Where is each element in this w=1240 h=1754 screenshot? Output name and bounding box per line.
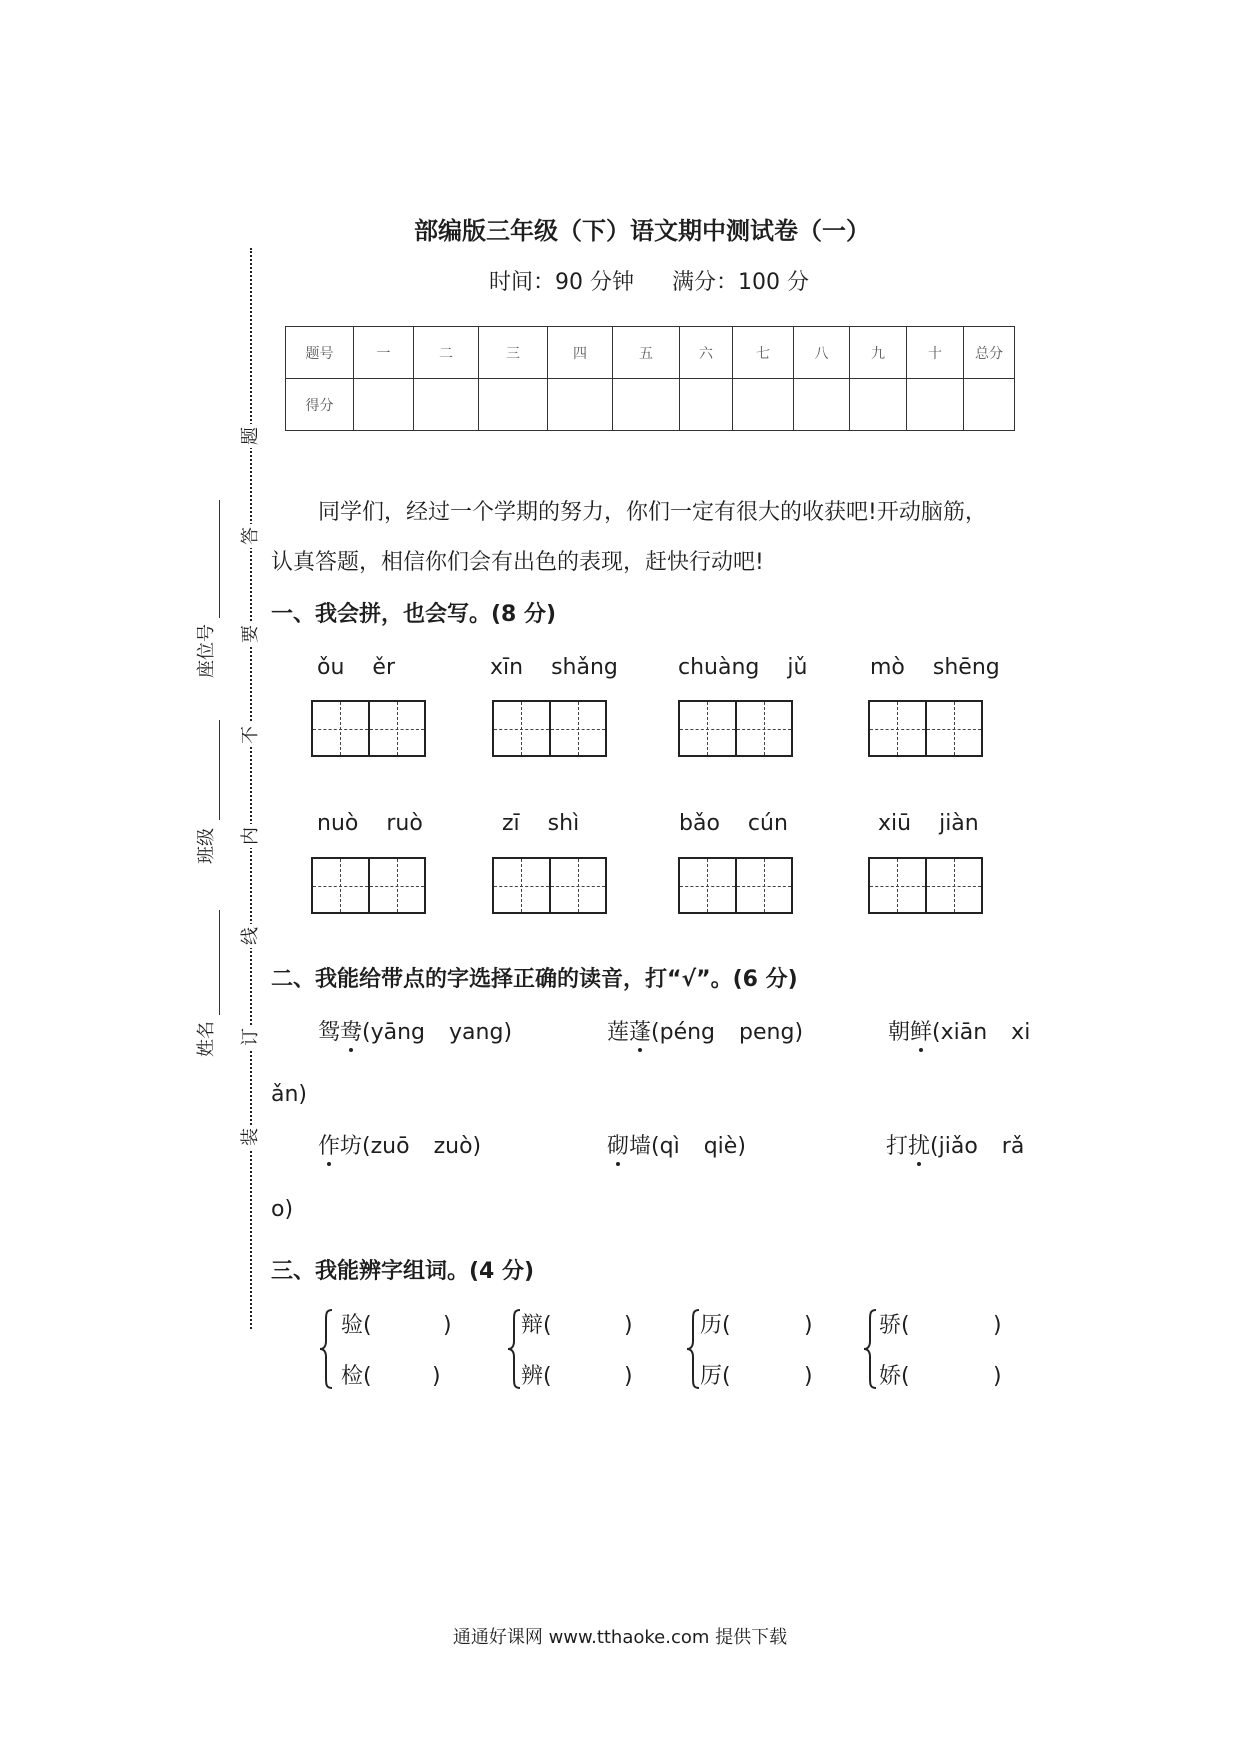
section-1-heading: 一、我会拼，也会写。(8 分) bbox=[271, 602, 557, 627]
question-number-cell: 八 bbox=[794, 327, 850, 379]
writing-grid bbox=[678, 700, 793, 757]
writing-cell bbox=[549, 859, 606, 912]
reading-item bbox=[607, 1133, 746, 1161]
pinyin-word bbox=[484, 654, 618, 682]
table-row-label: 题号 bbox=[286, 327, 354, 379]
word-pair-top: 辩( bbox=[521, 1313, 552, 1338]
class-label: 班级 bbox=[196, 828, 217, 864]
binding-notice-char: 题 bbox=[239, 424, 263, 448]
footer-source: 通通好课网 www.tthaoke.com 提供下载 bbox=[452, 1627, 788, 1648]
intro-line: 同学们，经过一个学期的努力，你们一定有很大的收获吧!开动脑筋， bbox=[318, 500, 987, 525]
left-brace-icon bbox=[685, 1308, 701, 1390]
reading-option-b: zuò) bbox=[433, 1134, 482, 1159]
name-label: 姓名 bbox=[196, 1021, 217, 1057]
class-underline bbox=[219, 720, 220, 820]
pinyin-syllable: shì bbox=[547, 811, 580, 836]
writing-grid bbox=[492, 857, 607, 914]
word-pair-bottom: 检( bbox=[341, 1364, 372, 1389]
seat-number-label: 座位号 bbox=[196, 624, 217, 678]
close-paren: ) bbox=[443, 1313, 452, 1338]
section-3-heading: 三、我能辨字组词。(4 分) bbox=[271, 1259, 535, 1284]
writing-cell bbox=[494, 702, 549, 755]
word-pair-top: 验( bbox=[341, 1313, 372, 1338]
question-number-cell: 五 bbox=[613, 327, 680, 379]
name-underline bbox=[219, 910, 220, 1015]
writing-cell bbox=[549, 702, 606, 755]
close-paren: ) bbox=[804, 1364, 813, 1389]
writing-cell bbox=[313, 859, 368, 912]
question-number-cell: 一 bbox=[354, 327, 414, 379]
pinyin-syllable: shǎng bbox=[551, 655, 618, 680]
word-char: 打 bbox=[886, 1134, 909, 1159]
writing-cell bbox=[368, 859, 425, 912]
writing-cell bbox=[870, 702, 925, 755]
word-char: 鲜 bbox=[910, 1020, 933, 1045]
reading-option-a: (jiǎo bbox=[930, 1134, 978, 1159]
word-pair-bottom: 厉( bbox=[700, 1364, 731, 1389]
pinyin-syllable: ǒu bbox=[317, 655, 345, 680]
binding-dotted-line bbox=[250, 248, 252, 1329]
writing-cell bbox=[368, 702, 425, 755]
score-cell bbox=[354, 379, 414, 431]
total-score-cell bbox=[964, 379, 1015, 431]
pinyin-word bbox=[673, 810, 788, 838]
reading-option-b: peng) bbox=[739, 1020, 804, 1045]
seat-number-underline bbox=[219, 500, 220, 618]
pinyin-word bbox=[672, 654, 807, 682]
reading-item bbox=[318, 1019, 512, 1047]
pinyin-syllable: nuò bbox=[317, 811, 359, 836]
table-row-question-numbers bbox=[286, 327, 1015, 379]
left-brace-icon bbox=[318, 1308, 334, 1390]
reading-option-a: (péng bbox=[651, 1020, 716, 1045]
reading-option-b: qiè) bbox=[703, 1134, 746, 1159]
exam-meta bbox=[489, 269, 809, 297]
score-cell bbox=[907, 379, 964, 431]
score-table bbox=[285, 326, 1015, 431]
pinyin-syllable: cún bbox=[747, 811, 788, 836]
pinyin-word bbox=[311, 810, 423, 838]
score-cell bbox=[548, 379, 613, 431]
wrapped-text: ǎn) bbox=[271, 1082, 308, 1107]
time-info: 时间：90 分钟 bbox=[489, 270, 634, 295]
word-char: 朝 bbox=[888, 1020, 911, 1045]
writing-cell bbox=[680, 702, 735, 755]
pinyin-syllable: bǎo bbox=[679, 811, 720, 836]
binding-notice-char: 不 bbox=[239, 723, 263, 747]
pinyin-syllable: jiàn bbox=[939, 811, 979, 836]
question-number-cell: 十 bbox=[907, 327, 964, 379]
table-row-scores bbox=[286, 379, 1015, 431]
pinyin-syllable: chuàng bbox=[678, 655, 760, 680]
reading-item bbox=[888, 1019, 1030, 1047]
binding-notice-char: 内 bbox=[239, 824, 263, 848]
binding-notice-char: 装 bbox=[239, 1125, 263, 1149]
pinyin-syllable: shēng bbox=[932, 655, 1000, 680]
pinyin-syllable: zī bbox=[502, 811, 520, 836]
score-cell bbox=[794, 379, 850, 431]
word-pair-bottom: 辨( bbox=[521, 1364, 552, 1389]
question-number-cell: 三 bbox=[479, 327, 548, 379]
question-number-cell: 七 bbox=[733, 327, 794, 379]
writing-cell bbox=[680, 859, 735, 912]
word-pair-top: 历( bbox=[700, 1313, 731, 1338]
writing-cell bbox=[870, 859, 925, 912]
reading-option-a: (yāng bbox=[362, 1020, 426, 1045]
writing-cell bbox=[735, 859, 792, 912]
left-brace-icon bbox=[862, 1308, 878, 1390]
writing-cell bbox=[925, 859, 982, 912]
score-cell bbox=[479, 379, 548, 431]
binding-notice-char: 要 bbox=[239, 622, 263, 646]
reading-option-b: xi bbox=[1011, 1020, 1031, 1045]
pinyin-word bbox=[872, 810, 979, 838]
binding-notice-char: 答 bbox=[239, 524, 263, 548]
writing-cell bbox=[735, 702, 792, 755]
word-char: 莲 bbox=[607, 1020, 630, 1045]
pinyin-word bbox=[311, 654, 395, 682]
full-score-info: 满分：100 分 bbox=[672, 270, 809, 295]
section-2-heading: 二、我能给带点的字选择正确的读音，打“√”。(6 分) bbox=[271, 967, 798, 992]
pinyin-syllable: ěr bbox=[372, 655, 395, 680]
word-char: 坊 bbox=[340, 1134, 363, 1159]
left-brace-icon bbox=[506, 1308, 522, 1390]
word-char: 鸳 bbox=[318, 1020, 341, 1045]
close-paren: ) bbox=[432, 1364, 441, 1389]
score-cell bbox=[680, 379, 733, 431]
close-paren: ) bbox=[624, 1364, 633, 1389]
pinyin-syllable: jǔ bbox=[787, 655, 808, 680]
writing-cell bbox=[494, 859, 549, 912]
writing-cell bbox=[925, 702, 982, 755]
word-char: 扰 bbox=[908, 1134, 931, 1159]
total-score-header: 总分 bbox=[964, 327, 1015, 379]
writing-grid bbox=[868, 700, 983, 757]
wrapped-text: o) bbox=[271, 1197, 294, 1222]
word-char: 墙 bbox=[629, 1134, 652, 1159]
writing-grid bbox=[678, 857, 793, 914]
score-cell bbox=[613, 379, 680, 431]
reading-option-a: (xiān bbox=[932, 1020, 988, 1045]
pinyin-syllable: ruò bbox=[386, 811, 423, 836]
reading-option-a: (zuō bbox=[362, 1134, 410, 1159]
question-number-cell: 四 bbox=[548, 327, 613, 379]
close-paren: ) bbox=[993, 1364, 1002, 1389]
question-number-cell: 六 bbox=[680, 327, 733, 379]
pinyin-syllable: xiū bbox=[878, 811, 912, 836]
reading-item bbox=[318, 1133, 481, 1161]
pinyin-word bbox=[496, 810, 579, 838]
score-cell bbox=[414, 379, 479, 431]
word-char: 砌 bbox=[607, 1134, 630, 1159]
close-paren: ) bbox=[804, 1313, 813, 1338]
reading-item bbox=[886, 1133, 1024, 1161]
reading-option-a: (qì bbox=[651, 1134, 680, 1159]
word-char: 作 bbox=[318, 1134, 341, 1159]
reading-option-b: yang) bbox=[449, 1020, 513, 1045]
intro-line: 认真答题，相信你们会有出色的表现，赶快行动吧! bbox=[271, 550, 764, 575]
score-cell bbox=[733, 379, 794, 431]
word-pair-top: 骄( bbox=[879, 1313, 910, 1338]
close-paren: ) bbox=[624, 1313, 633, 1338]
writing-grid bbox=[311, 700, 426, 757]
table-row-label: 得分 bbox=[286, 379, 354, 431]
binding-notice-char: 订 bbox=[239, 1025, 263, 1049]
score-cell bbox=[850, 379, 907, 431]
writing-grid bbox=[311, 857, 426, 914]
binding-notice-char: 线 bbox=[239, 924, 263, 948]
writing-cell bbox=[313, 702, 368, 755]
reading-option-b: rǎ bbox=[1001, 1134, 1025, 1159]
word-pair-bottom: 娇( bbox=[879, 1364, 910, 1389]
reading-item bbox=[607, 1019, 803, 1047]
exam-title: 部编版三年级（下）语文期中测试卷（一） bbox=[414, 217, 870, 245]
pinyin-syllable: xīn bbox=[490, 655, 524, 680]
pinyin-word bbox=[864, 654, 1000, 682]
writing-grid bbox=[868, 857, 983, 914]
question-number-cell: 九 bbox=[850, 327, 907, 379]
writing-grid bbox=[492, 700, 607, 757]
word-char: 蓬 bbox=[629, 1020, 652, 1045]
word-char: 鸯 bbox=[340, 1020, 363, 1045]
close-paren: ) bbox=[993, 1313, 1002, 1338]
question-number-cell: 二 bbox=[414, 327, 479, 379]
pinyin-syllable: mò bbox=[870, 655, 905, 680]
